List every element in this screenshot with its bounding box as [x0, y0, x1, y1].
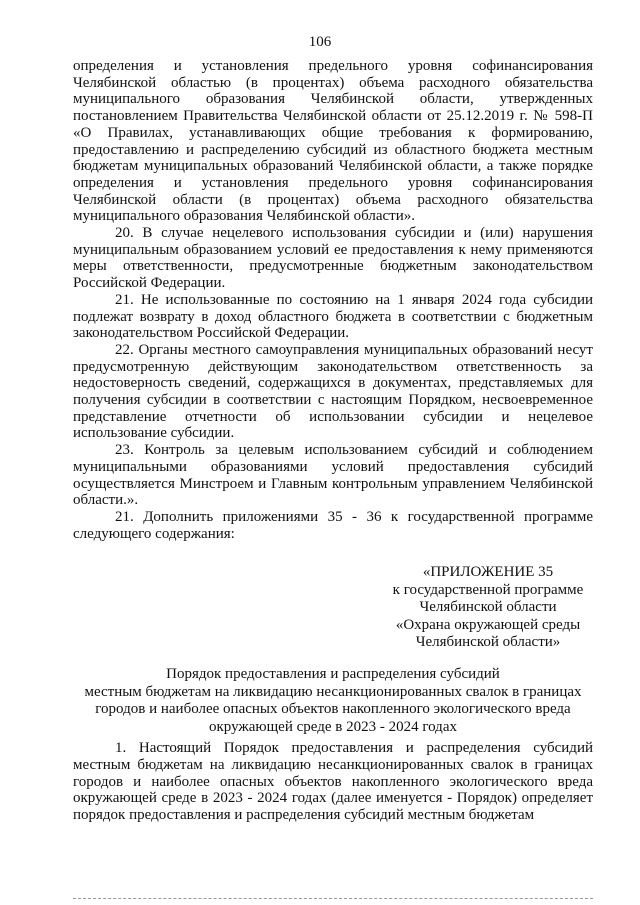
paragraph-22: 22. Органы местного самоуправления муниципальных образований несут предусмотренную действующим законодательством ответственность за недостоверность сведений, содержащихся в документах, представляемых для получения субсидии в соответствии с настоящим Порядком, несвоевременное представление отчетности об использовании субсидии и нецелевое использование субсидии.	[73, 341, 593, 442]
body-text	[73, 58, 593, 542]
paragraph-20: 20. В случае нецелевого использования субсидии и (или) нарушения муниципальным образованием условий ее предоставления к нему применяются меры ответственности, предусмотренные бюджетным законодательством Российской Федерации.	[73, 225, 593, 292]
appendix-line: «Охрана окружающей среды	[395, 616, 581, 633]
paragraph-amendment-21: 21. Дополнить приложениями 35 - 36 к государственной программе следующего содержания:	[73, 508, 593, 542]
section-body	[73, 740, 593, 824]
document-title	[73, 666, 593, 736]
title-line: местным бюджетам на ликвидацию несанкционированных свалок в границах	[84, 683, 582, 700]
appendix-line: «ПРИЛОЖЕНИЕ 35	[422, 564, 554, 580]
page-number: 106	[308, 34, 332, 50]
paragraph-23: 23. Контроль за целевым использованием субсидий и соблюдением муниципальными образованиями условий предоставления субсидий осуществляется Минстроем и Главным контрольным управлением Челябинской области.».	[73, 442, 593, 509]
footer-divider	[73, 898, 593, 900]
appendix-heading	[356, 564, 620, 652]
appendix-line: к государственной программе	[392, 581, 584, 598]
paragraph-continuation: определения и установления предельного уровня софинансирования Челябинской областью (в процентах) объема расходного обязательства муниципального образования Челябинской области, утвержденных постановлением Правительства Челябинской области от 25.12.2019 г. № 598-П «О Правилах, устанавливающих общие требования к формированию, предоставлению и распределению субсидий из областного бюджета местным бюджетам муниципальных образований Челябинской области, а также порядке определения и установления предельного уровня софинансирования Челябинской области (в процентах) объема расходного обязательства муниципального образования Челябинской области».	[73, 58, 593, 225]
title-line: городов и наиболее опасных объектов накопленного экологического вреда	[95, 701, 571, 717]
title-line: Порядок предоставления и распределения субсидий	[166, 666, 500, 682]
paragraph-21: 21. Не использованные по состоянию на 1 января 2024 года субсидии подлежат возврату в доход областного бюджета в соответствии с бюджетным законодательством Российской Федерации.	[73, 291, 593, 342]
paragraph-1: 1. Настоящий Порядок предоставления и распределения субсидий местным бюджетам на ликвидацию несанкционированных свалок в границах городов и наиболее опасных объектов накопленного экологического вреда окружающей среде в 2023 - 2024 годах (далее именуется - Порядок) определяет порядок предоставления и распределения субсидий местным бюджетам	[73, 740, 593, 824]
appendix-line: Челябинской области»	[415, 634, 561, 650]
appendix-line: Челябинской области	[419, 599, 557, 615]
title-line: окружающей среде в 2023 - 2024 годах	[209, 718, 457, 735]
